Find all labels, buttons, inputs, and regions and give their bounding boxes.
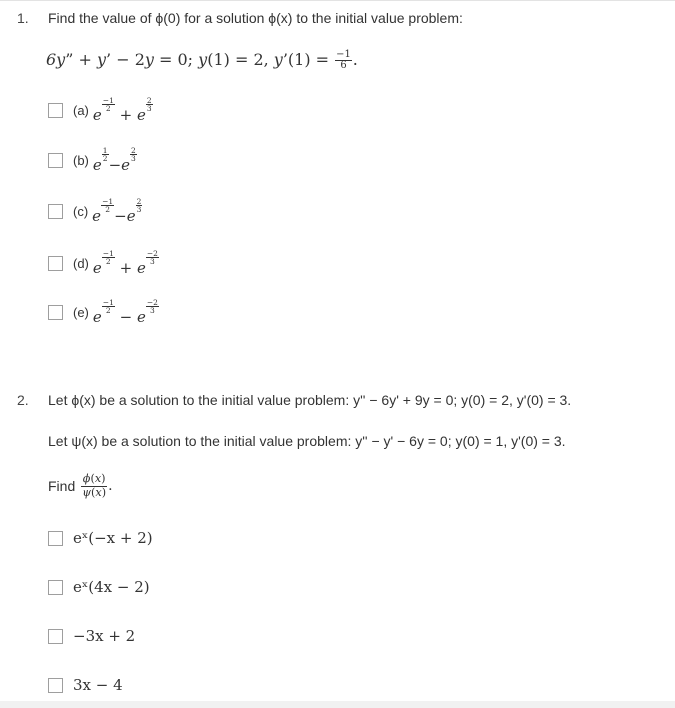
question-2-number: 2. xyxy=(17,392,29,408)
question-2-option-2[interactable] xyxy=(48,577,150,597)
option-expression: −3x + 2 xyxy=(73,627,136,645)
question-2-option-4[interactable] xyxy=(48,675,123,695)
option-expression: e $\frac{1}{2}$ −e $\frac{2}{3}$ xyxy=(92,145,136,174)
checkbox[interactable] xyxy=(48,305,63,320)
option-label: (a) xyxy=(73,102,89,118)
question-1-option-a[interactable] xyxy=(48,95,153,124)
question-1-prompt: Find the value of ϕ(0) for a solution ϕ(x) to the initial value problem: xyxy=(48,10,463,26)
option-label: (e) xyxy=(73,304,89,320)
checkbox[interactable] xyxy=(48,678,63,693)
question-1-option-d[interactable] xyxy=(48,248,159,277)
checkbox[interactable] xyxy=(48,153,63,168)
question-2-find xyxy=(48,472,113,500)
option-label: (c) xyxy=(73,203,89,219)
question-1-option-e[interactable] xyxy=(48,297,159,326)
bottom-bar xyxy=(0,701,675,708)
top-divider xyxy=(0,0,675,1)
option-expression: e $\frac{-1}{2}$ − e $\frac{-2}{3}$ xyxy=(92,297,158,326)
option-label: (d) xyxy=(73,255,89,271)
question-2-prompt-line-2: Let ψ(x) be a solution to the initial value problem: y'' − y' − 6y = 0; y(0) = 1, y'(0) = 3. xyxy=(48,433,566,449)
option-label: (b) xyxy=(73,152,89,168)
option-expression: 3x − 4 xyxy=(73,676,123,694)
question-1-number: 1. xyxy=(17,10,29,26)
option-expression: eˣ(−x + 2) xyxy=(73,529,153,547)
checkbox[interactable] xyxy=(48,204,63,219)
checkbox[interactable] xyxy=(48,629,63,644)
checkbox[interactable] xyxy=(48,580,63,595)
question-2-option-1[interactable] xyxy=(48,528,153,548)
question-2-option-3[interactable] xyxy=(48,626,135,646)
question-1-equation: 6y” + y’ − 2y = 0; y(1) = 2, y’(1) = $\frac{-1}{6}$ . xyxy=(46,49,358,72)
option-expression: e $\frac{-1}{2}$ + e $\frac{-2}{3}$ xyxy=(92,248,158,277)
question-1-option-c[interactable] xyxy=(48,196,142,225)
find-label: Find xyxy=(48,478,76,494)
question-1-option-b[interactable] xyxy=(48,145,137,174)
find-fraction: $\frac{\phi(x)}{\psi(x)}$ . xyxy=(82,471,113,499)
checkbox[interactable] xyxy=(48,256,63,271)
option-expression: e $\frac{-1}{2}$ + e $\frac{2}{3}$ xyxy=(92,95,152,124)
checkbox[interactable] xyxy=(48,103,63,118)
option-expression: eˣ(4x − 2) xyxy=(73,578,150,596)
option-expression: e $\frac{-1}{2}$ −e $\frac{2}{3}$ xyxy=(92,196,142,225)
question-2-prompt-line-1: Let ϕ(x) be a solution to the initial value problem: y'' − 6y' + 9y = 0; y(0) = 2, y'(0) = 3. xyxy=(48,392,572,408)
checkbox[interactable] xyxy=(48,531,63,546)
